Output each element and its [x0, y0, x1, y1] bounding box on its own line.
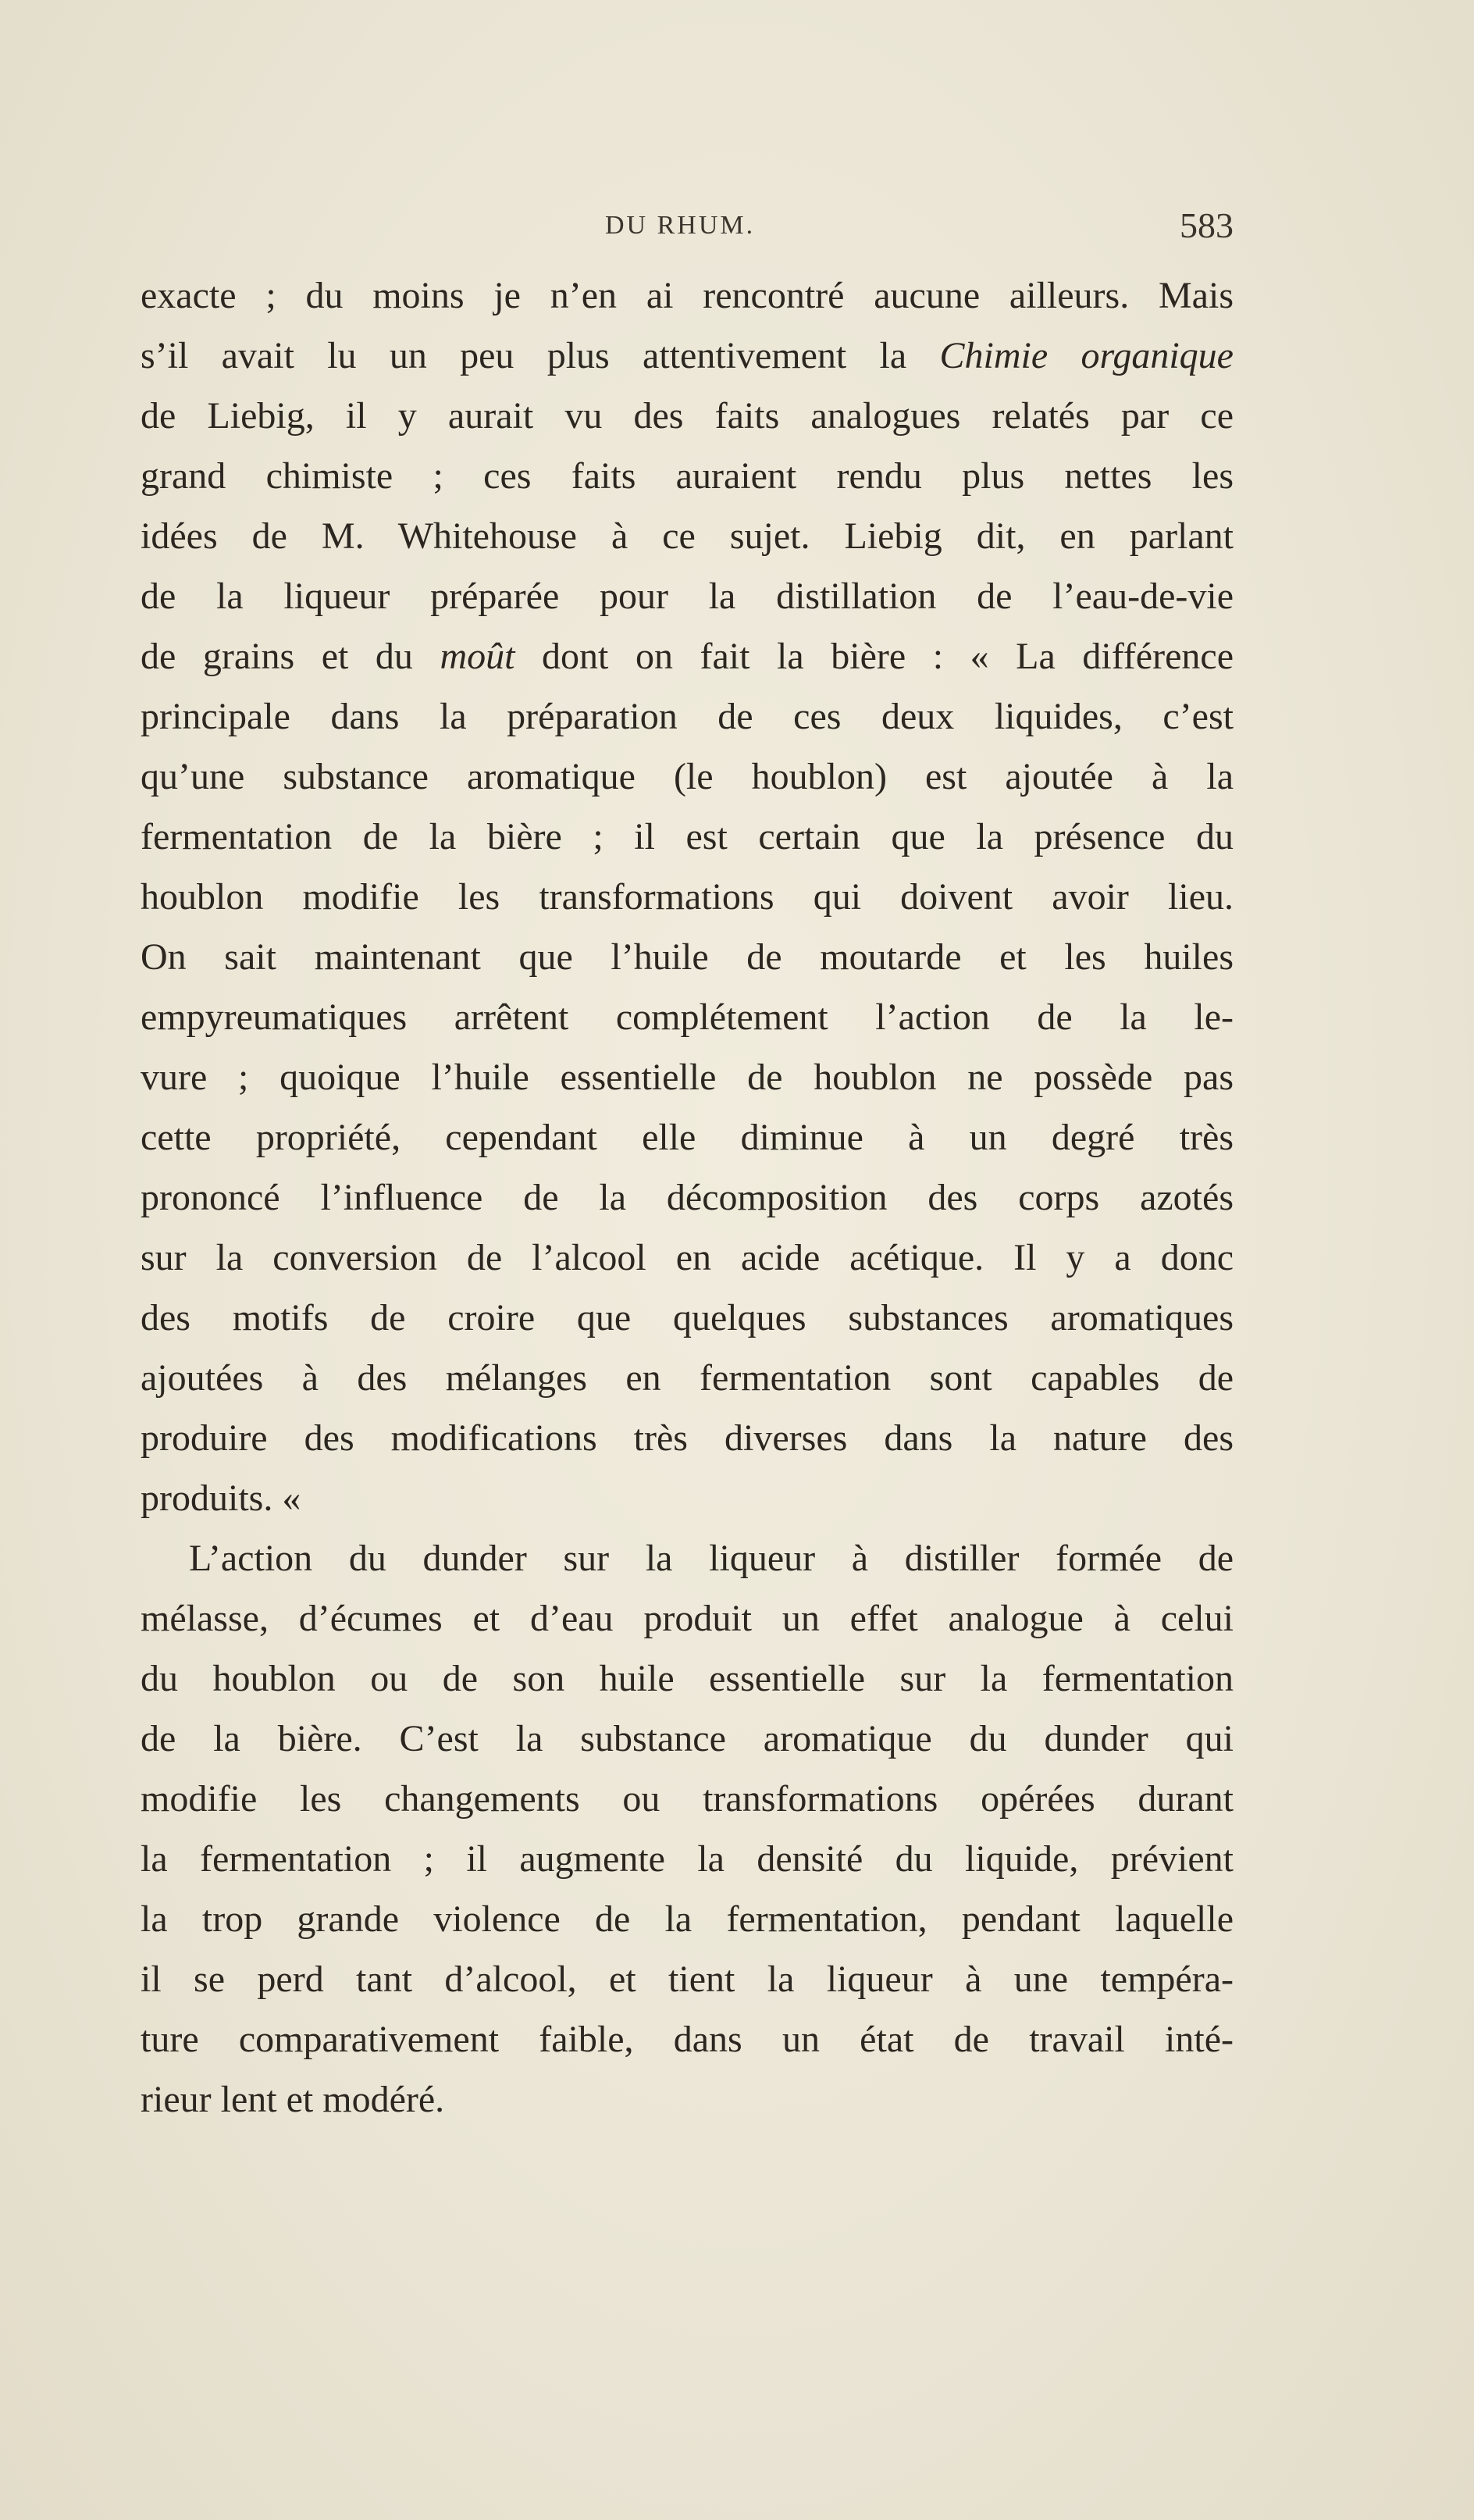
text-line: houblon modifie les transformations qui doivent avoir lieu. — [141, 876, 1234, 918]
text-line: empyreumatiques arrêtent complétement l’action de la le- — [141, 996, 1234, 1038]
text-line: produire des modifications très diverses dans la nature des — [141, 1417, 1234, 1459]
page-number: 583 — [1180, 205, 1234, 245]
text-line: grand chimiste ; ces faits auraient rendu plus nettes les — [141, 455, 1234, 497]
text-line: ture comparativement faible, dans un état de travail inté- — [141, 2019, 1234, 2060]
paragraph-first-line: L’action du dunder sur la liqueur à distiller formée de — [189, 1538, 1234, 1579]
text-line: de la liqueur préparée pour la distillation de l’eau-de-vie — [141, 576, 1234, 617]
text-line: idées de M. Whitehouse à ce sujet. Liebig dit, en parlant — [141, 515, 1234, 557]
running-head — [141, 205, 1234, 251]
text-line: de Liebig, il y aurait vu des faits analogues relatés par ce — [141, 395, 1234, 437]
text-line: de la bière. C’est la substance aromatique du dunder qui — [141, 1718, 1234, 1759]
text-line: mélasse, d’écumes et d’eau produit un effet analogue à celui — [141, 1598, 1234, 1639]
italic-word: moût — [440, 636, 515, 677]
text-line: qu’une substance aromatique (le houblon) est ajoutée à la — [141, 756, 1234, 797]
text-line: exacte ; du moins je n’en ai rencontré aucune ailleurs. Mais — [141, 275, 1234, 316]
text-line: principale dans la préparation de ces deux liquides, c’est — [141, 696, 1234, 737]
running-title: DU RHUM. — [605, 211, 756, 240]
text-line: cette propriété, cependant elle diminue à un degré très — [141, 1117, 1234, 1158]
text-line: la trop grande violence de la fermentation, pendant laquelle — [141, 1898, 1234, 1940]
text-line: la fermentation ; il augmente la densité du liquide, prévient — [141, 1838, 1234, 1880]
text-line-start: s’il avait lu un peu plus attentivement la — [141, 335, 940, 376]
text-line: fermentation de la bière ; il est certain que la présence du — [141, 816, 1234, 857]
text-line: prononcé l’influence de la décomposition des corps azotés — [141, 1177, 1234, 1218]
text-line-end: dont on fait la bière : « La différence — [514, 636, 1234, 677]
text-line: sur la conversion de l’alcool en acide acétique. Il y a donc — [141, 1237, 1234, 1278]
text-line: ajoutées à des mélanges en fermentation sont capables de — [141, 1357, 1234, 1399]
text-line: il se perd tant d’alcool, et tient la liqueur à une tempéra- — [141, 1959, 1234, 2000]
text-line — [141, 626, 1234, 686]
text-line: du houblon ou de son huile essentielle sur la fermentation — [141, 1658, 1234, 1699]
text-line-start: de grains et du — [141, 636, 440, 677]
text-line: modifie les changements ou transformations opérées durant — [141, 1778, 1234, 1820]
paragraph-end-line: produits. « — [141, 1477, 301, 1519]
text-line: des motifs de croire que quelques substances aromatiques — [141, 1297, 1234, 1338]
text-line: On sait maintenant que l’huile de moutarde et les huiles — [141, 936, 1234, 978]
paragraph-end-line: rieur lent et modéré. — [141, 2079, 445, 2120]
text-line: vure ; quoique l’huile essentielle de houblon ne possède pas — [141, 1057, 1234, 1098]
text-line — [141, 326, 1234, 386]
italic-book-title: Chimie organique — [939, 335, 1234, 376]
body-text — [141, 266, 1234, 2130]
